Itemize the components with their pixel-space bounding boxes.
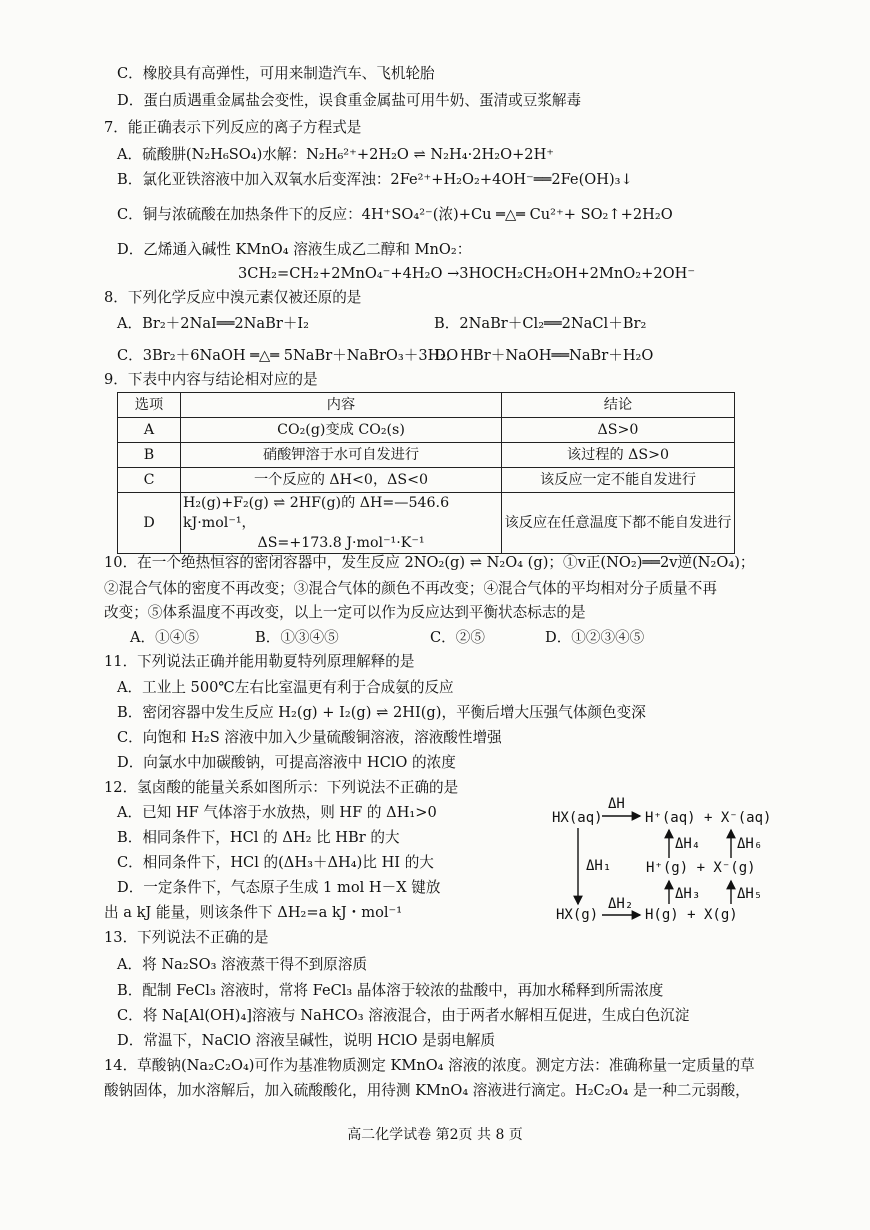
header-content: 内容 xyxy=(181,393,502,418)
q8-stem: 8．下列化学反应中溴元素仅被还原的是 xyxy=(104,289,362,306)
q12-stem: 12．氢卤酸的能量关系如图所示：下列说法不正确的是 xyxy=(104,779,459,796)
q14-stem-line2: 酸钠固体，加水溶解后，加入硫酸酸化，用待测 KMnO₄ 溶液进行滴定。H₂C₂O₄ 是一种二元弱酸， xyxy=(104,1082,750,1099)
row-conclusion: 该过程的 ΔS>0 xyxy=(502,443,735,468)
q12-option-b: B．相同条件下，HCl 的 ΔH₂ 比 HBr 的大 xyxy=(117,829,400,846)
hx-aq-label: HX(aq) xyxy=(552,810,603,826)
table-row xyxy=(118,493,735,554)
q10-stem-line3: 改变；⑤体系温度不再改变，以上一定可以作为反应达到平衡状态标志的是 xyxy=(104,604,586,621)
q11-option-c: C．向饱和 H₂S 溶液中加入少量硫酸铜溶液，溶液酸性增强 xyxy=(117,729,502,746)
row-content xyxy=(181,493,502,554)
q10-option-b: B．①③④⑤ xyxy=(255,629,339,646)
q13-option-c: C．将 Na[Al(OH)₄]溶液与 NaHCO₃ 溶液混合，由于两者水解相互促进，生成白色沉淀 xyxy=(117,1007,690,1024)
q12-option-a: A．已知 HF 气体溶于水放热，则 HF 的 ΔH₁>0 xyxy=(117,804,437,821)
row-option: D xyxy=(118,493,181,554)
row-option: B xyxy=(118,443,181,468)
q13-stem: 13．下列说法不正确的是 xyxy=(104,929,269,946)
table-row xyxy=(118,468,735,493)
q14-stem-line1: 14．草酸钠(Na₂C₂O₄)可作为基准物质测定 KMnO₄ 溶液的浓度。测定方法：准确称量一定质量的草 xyxy=(104,1057,755,1074)
ions-aq-label: H⁺(aq) + X⁻(aq) xyxy=(645,810,772,826)
q8-option-c: C．3Br₂＋6NaOH ═△═ 5NaBr＋NaBrO₃＋3H₂O xyxy=(117,347,459,364)
row-option: A xyxy=(118,418,181,443)
table-row xyxy=(118,443,735,468)
q10-stem-line1: 10．在一个绝热恒容的密闭容器中，发生反应 2NO₂(g) ⇌ N₂O₄ (g)；①v正(NO₂)══2v逆(N₂O₄)； xyxy=(104,554,755,571)
row-conclusion: 该反应在任意温度下都不能自发进行 xyxy=(502,493,735,554)
header-conclusion: 结论 xyxy=(502,393,735,418)
q8-option-a: A．Br₂＋2NaI══2NaBr＋I₂ xyxy=(117,315,310,332)
q9-stem: 9．下表中内容与结论相对应的是 xyxy=(104,371,318,388)
q10-option-a: A．①④⑤ xyxy=(130,629,199,646)
dh5-label: ΔH₅ xyxy=(737,886,763,902)
q10-stem-line2: ②混合气体的密度不再改变；③混合气体的颜色不再改变；④混合气体的平均相对分子质量不再 xyxy=(104,580,717,597)
row-conclusion: ΔS>0 xyxy=(502,418,735,443)
energy-diagram xyxy=(550,796,780,932)
row-content: 一个反应的 ΔH<0，ΔS<0 xyxy=(181,468,502,493)
q12-option-d-cont: 出 a kJ 能量，则该条件下 ΔH₂=a kJ・mol⁻¹ xyxy=(104,904,403,921)
row-content: 硝酸钾溶于水可自发进行 xyxy=(181,443,502,468)
table-header-row xyxy=(118,393,735,418)
dh2-label: ΔH₂ xyxy=(608,896,634,912)
row-option: C xyxy=(118,468,181,493)
q6-option-d: D．蛋白质遇重金属盐会变性，误食重金属盐可用牛奶、蛋清或豆浆解毒 xyxy=(117,92,582,109)
q11-option-b: B．密闭容器中发生反应 H₂(g) + I₂(g) ⇌ 2HI(g)，平衡后增大压强气体颜色变深 xyxy=(117,704,646,721)
q9-table xyxy=(117,392,735,554)
q8-option-b: B．2NaBr＋Cl₂══2NaCl＋Br₂ xyxy=(434,315,647,332)
q7-stem: 7．能正确表示下列反应的离子方程式是 xyxy=(104,119,362,136)
q10-option-d: D．①②③④⑤ xyxy=(545,629,645,646)
row-content-line2: ΔS=+173.8 J·mol⁻¹·K⁻¹ xyxy=(257,535,425,551)
row-content: CO₂(g)变成 CO₂(s) xyxy=(181,418,502,443)
row-conclusion: 该反应一定不能自发进行 xyxy=(502,468,735,493)
q7-option-b: B．氯化亚铁溶液中加入双氧水后变浑浊：2Fe²⁺+H₂O₂+4OH⁻══2Fe(OH)₃↓ xyxy=(117,171,633,188)
q7-option-a: A．硫酸肼(N₂H₆SO₄)水解：N₂H₆²⁺+2H₂O ⇌ N₂H₄·2H₂O+2H⁺ xyxy=(117,146,555,163)
dh6-label: ΔH₆ xyxy=(737,836,763,852)
q7-option-d-equation: 3CH₂=CH₂+2MnO₄⁻+4H₂O →3HOCH₂CH₂OH+2MnO₂+2OH⁻ xyxy=(238,265,696,282)
q12-option-c: C．相同条件下，HCl 的(ΔH₃＋ΔH₄)比 HI 的大 xyxy=(117,854,434,871)
dh3-label: ΔH₃ xyxy=(675,886,701,902)
dh4-label: ΔH₄ xyxy=(675,836,701,852)
hx-g-label: HX(g) xyxy=(556,907,599,923)
q10-option-c: C．②⑤ xyxy=(430,629,485,646)
q6-option-c: C．橡胶具有高弹性，可用来制造汽车、飞机轮胎 xyxy=(117,65,435,82)
row-content-line1: H₂(g)+F₂(g) ⇌ 2HF(g)的 ΔH=—546.6 kJ·mol⁻¹， xyxy=(183,495,450,531)
q13-option-b: B．配制 FeCl₃ 溶液时，常将 FeCl₃ 晶体溶于较浓的盐酸中，再加水稀释到所需浓度 xyxy=(117,982,664,999)
ions-g-label: H⁺(g) + X⁻(g) xyxy=(646,860,756,876)
page-footer: 高二化学试卷 第2页 共 8 页 xyxy=(347,1127,523,1143)
header-option: 选项 xyxy=(118,393,181,418)
table-row xyxy=(118,418,735,443)
dh-label: ΔH xyxy=(608,796,625,812)
q7-option-d: D．乙烯通入碱性 KMnO₄ 溶液生成乙二醇和 MnO₂： xyxy=(117,241,472,258)
dh1-label: ΔH₁ xyxy=(586,858,612,874)
q11-stem: 11．下列说法正确并能用勒夏特列原理解释的是 xyxy=(104,653,415,670)
q8-option-d: D．HBr＋NaOH══NaBr＋H₂O xyxy=(434,347,654,364)
q11-option-a: A．工业上 500℃左右比室温更有利于合成氨的反应 xyxy=(117,679,454,696)
atoms-g-label: H(g) + X(g) xyxy=(645,907,738,923)
q12-option-d: D．一定条件下，气态原子生成 1 mol H－X 键放 xyxy=(117,879,441,896)
q13-option-a: A．将 Na₂SO₃ 溶液蒸干得不到原溶质 xyxy=(117,956,368,973)
q11-option-d: D．向氯水中加碳酸钠，可提高溶液中 HClO 的浓度 xyxy=(117,754,456,771)
q13-option-d: D．常温下，NaClO 溶液呈碱性，说明 HClO 是弱电解质 xyxy=(117,1032,496,1049)
q7-option-c: C．铜与浓硫酸在加热条件下的反应：4H⁺SO₄²⁻(浓)+Cu ═△═ Cu²⁺+ SO₂↑+2H₂O xyxy=(117,206,673,223)
